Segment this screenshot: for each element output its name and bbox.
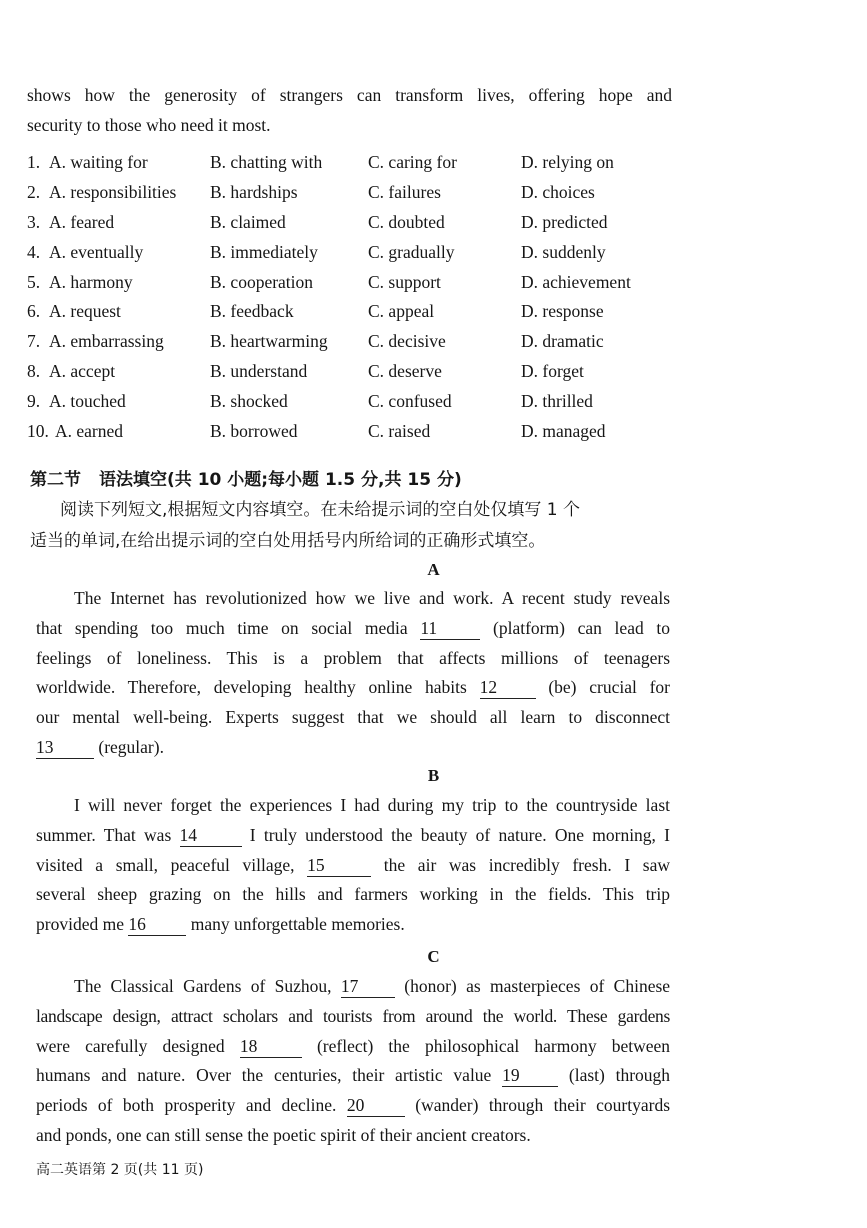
question-number: 2. <box>27 181 41 202</box>
option-b: B. shocked <box>210 391 288 412</box>
question-number: 6. <box>27 301 41 322</box>
text-segment: (platform) can lead to <box>493 617 671 638</box>
option-c: C. decisive <box>368 331 446 352</box>
passage-line <box>36 1091 670 1121</box>
question-number: 1. <box>27 152 41 172</box>
passage-line <box>36 614 670 644</box>
section-heading <box>30 465 462 495</box>
passage-line: The Internet has revolutionized how we live and work. A recent study reveals <box>74 588 670 608</box>
option-c: C. confused <box>368 391 452 412</box>
passage-line: several sheep grazing on the hills and farmers working in the fields. This trip <box>36 884 670 905</box>
option-d: D. dramatic <box>521 331 604 352</box>
option-b: B. chatting with <box>210 152 323 172</box>
section-title: 第二节 <box>30 470 81 490</box>
option-row <box>27 208 667 238</box>
option-row <box>27 297 667 327</box>
text-segment: that spending too much time on social media <box>36 617 408 638</box>
passage-line: landscape design, attract scholars and tourists from around the world. These gardens <box>36 1005 670 1026</box>
passage-b-letter: B <box>427 766 440 785</box>
blank-11: 11 <box>420 617 480 640</box>
passage-a-letter: A <box>427 560 440 579</box>
passage-b <box>36 791 670 940</box>
option-b: B. borrowed <box>210 421 298 442</box>
option-a: A. feared <box>49 211 115 232</box>
passage-line <box>36 972 670 1002</box>
question-number: 3. <box>27 211 41 232</box>
option-d: D. relying on <box>521 152 614 172</box>
option-a: A. accept <box>49 361 116 382</box>
text-segment: periods of both prosperity and decline. <box>36 1095 337 1116</box>
option-c: C. gradually <box>368 241 455 262</box>
option-row <box>27 148 667 178</box>
option-d: D. choices <box>521 181 595 202</box>
text-segment: (regular). <box>98 736 164 757</box>
text-segment: I truly understood the beauty of nature. One morning, I <box>249 824 671 845</box>
blank-17: 17 <box>341 975 395 998</box>
option-d: D. thrilled <box>521 391 593 412</box>
cloze-options <box>27 148 667 447</box>
option-a: A. touched <box>49 391 126 412</box>
option-a: A. harmony <box>49 271 133 292</box>
option-d: D. forget <box>521 361 584 382</box>
question-number: 10. <box>27 421 49 442</box>
blank-12: 12 <box>480 676 536 699</box>
option-a: A. embarrassing <box>49 331 164 352</box>
blank-16: 16 <box>128 913 186 936</box>
text-segment: (reflect) the philosophical harmony between <box>316 1035 671 1056</box>
question-number: 5. <box>27 271 41 292</box>
blank-20: 20 <box>347 1094 405 1117</box>
text-segment: (be) crucial for <box>548 677 670 698</box>
text-segment: (last) through <box>568 1065 671 1086</box>
option-d: D. predicted <box>521 211 608 232</box>
option-d: D. achievement <box>521 271 631 292</box>
option-row <box>27 417 667 447</box>
passage-c <box>36 972 670 1151</box>
option-c: C. caring for <box>368 152 457 172</box>
question-number: 9. <box>27 391 41 412</box>
passage-line: feelings of loneliness. This is a problem that affects millions of teenagers <box>36 647 670 668</box>
intro-paragraph <box>27 80 672 140</box>
option-c: C. raised <box>368 421 431 442</box>
text-segment: (wander) through their courtyards <box>415 1095 671 1116</box>
option-row <box>27 238 667 268</box>
passage-line <box>36 821 670 851</box>
option-d: D. response <box>521 301 604 322</box>
instruction-line: 阅读下列短文,根据短文内容填空。在未给提示词的空白处仅填写 1 个 <box>60 500 581 520</box>
option-a: A. earned <box>55 421 124 442</box>
text-segment: humans and nature. Over the centuries, their artistic value <box>36 1065 492 1086</box>
intro-line: shows how the generosity of strangers can transform lives, offering hope and <box>27 85 672 105</box>
section-subtitle: 语法填空(共 10 小题;每小题 1.5 分,共 15 分) <box>99 470 462 490</box>
option-c: C. support <box>368 271 441 292</box>
option-a: A. request <box>49 301 121 322</box>
option-row <box>27 327 667 357</box>
page-footer: 高二英语第 2 页(共 11 页) <box>36 1162 204 1178</box>
passage-line <box>36 851 670 881</box>
passage-a <box>36 584 670 763</box>
option-b: B. hardships <box>210 181 298 202</box>
option-c: C. deserve <box>368 361 442 382</box>
option-row <box>27 387 667 417</box>
question-number: 8. <box>27 361 41 382</box>
blank-18: 18 <box>240 1035 302 1058</box>
passage-line: our mental well-being. Experts suggest that we should all learn to disconnect <box>36 707 670 728</box>
option-a: A. eventually <box>49 241 144 262</box>
passage-line <box>36 1032 670 1062</box>
passage-line <box>36 733 670 763</box>
passage-line <box>36 673 670 703</box>
option-b: B. immediately <box>210 241 318 262</box>
passage-line <box>36 1061 670 1091</box>
blank-15: 15 <box>307 854 371 877</box>
question-number: 7. <box>27 331 41 352</box>
option-c: C. doubted <box>368 211 445 232</box>
blank-13: 13 <box>36 736 94 759</box>
text-segment: the air was incredibly fresh. I saw <box>383 854 671 875</box>
text-segment: summer. That was <box>36 824 172 845</box>
option-d: D. managed <box>521 421 606 442</box>
option-row <box>27 357 667 387</box>
option-c: C. failures <box>368 181 441 202</box>
blank-14: 14 <box>180 824 242 847</box>
text-segment: visited a small, peaceful village, <box>36 854 295 875</box>
option-b: B. cooperation <box>210 271 314 292</box>
option-d: D. suddenly <box>521 241 606 262</box>
option-a: A. responsibilities <box>49 181 177 202</box>
text-segment: The Classical Gardens of Suzhou, <box>74 976 332 996</box>
section-instructions <box>30 495 672 557</box>
option-a: A. waiting for <box>49 152 148 172</box>
option-b: B. understand <box>210 361 308 382</box>
text-segment: (honor) as masterpieces of Chinese <box>404 976 671 996</box>
text-segment: provided me <box>36 914 124 935</box>
intro-line: security to those who need it most. <box>27 115 271 135</box>
blank-19: 19 <box>502 1064 558 1087</box>
text-segment: worldwide. Therefore, developing healthy online habits <box>36 677 467 698</box>
option-b: B. feedback <box>210 301 294 322</box>
option-b: B. heartwarming <box>210 331 328 352</box>
passage-line <box>36 910 670 940</box>
option-row <box>27 178 667 208</box>
passage-c-letter: C <box>427 947 440 966</box>
passage-line: I will never forget the experiences I had during my trip to the countryside last <box>74 795 670 815</box>
question-number: 4. <box>27 241 41 262</box>
option-c: C. appeal <box>368 301 435 322</box>
text-segment: many unforgettable memories. <box>190 914 405 935</box>
instruction-line: 适当的单词,在给出提示词的空白处用括号内所给词的正确形式填空。 <box>30 531 546 551</box>
text-segment: were carefully designed <box>36 1035 225 1056</box>
option-row <box>27 268 667 298</box>
option-b: B. claimed <box>210 211 286 232</box>
passage-line: and ponds, one can still sense the poetic spirit of their ancient creators. <box>36 1124 531 1145</box>
